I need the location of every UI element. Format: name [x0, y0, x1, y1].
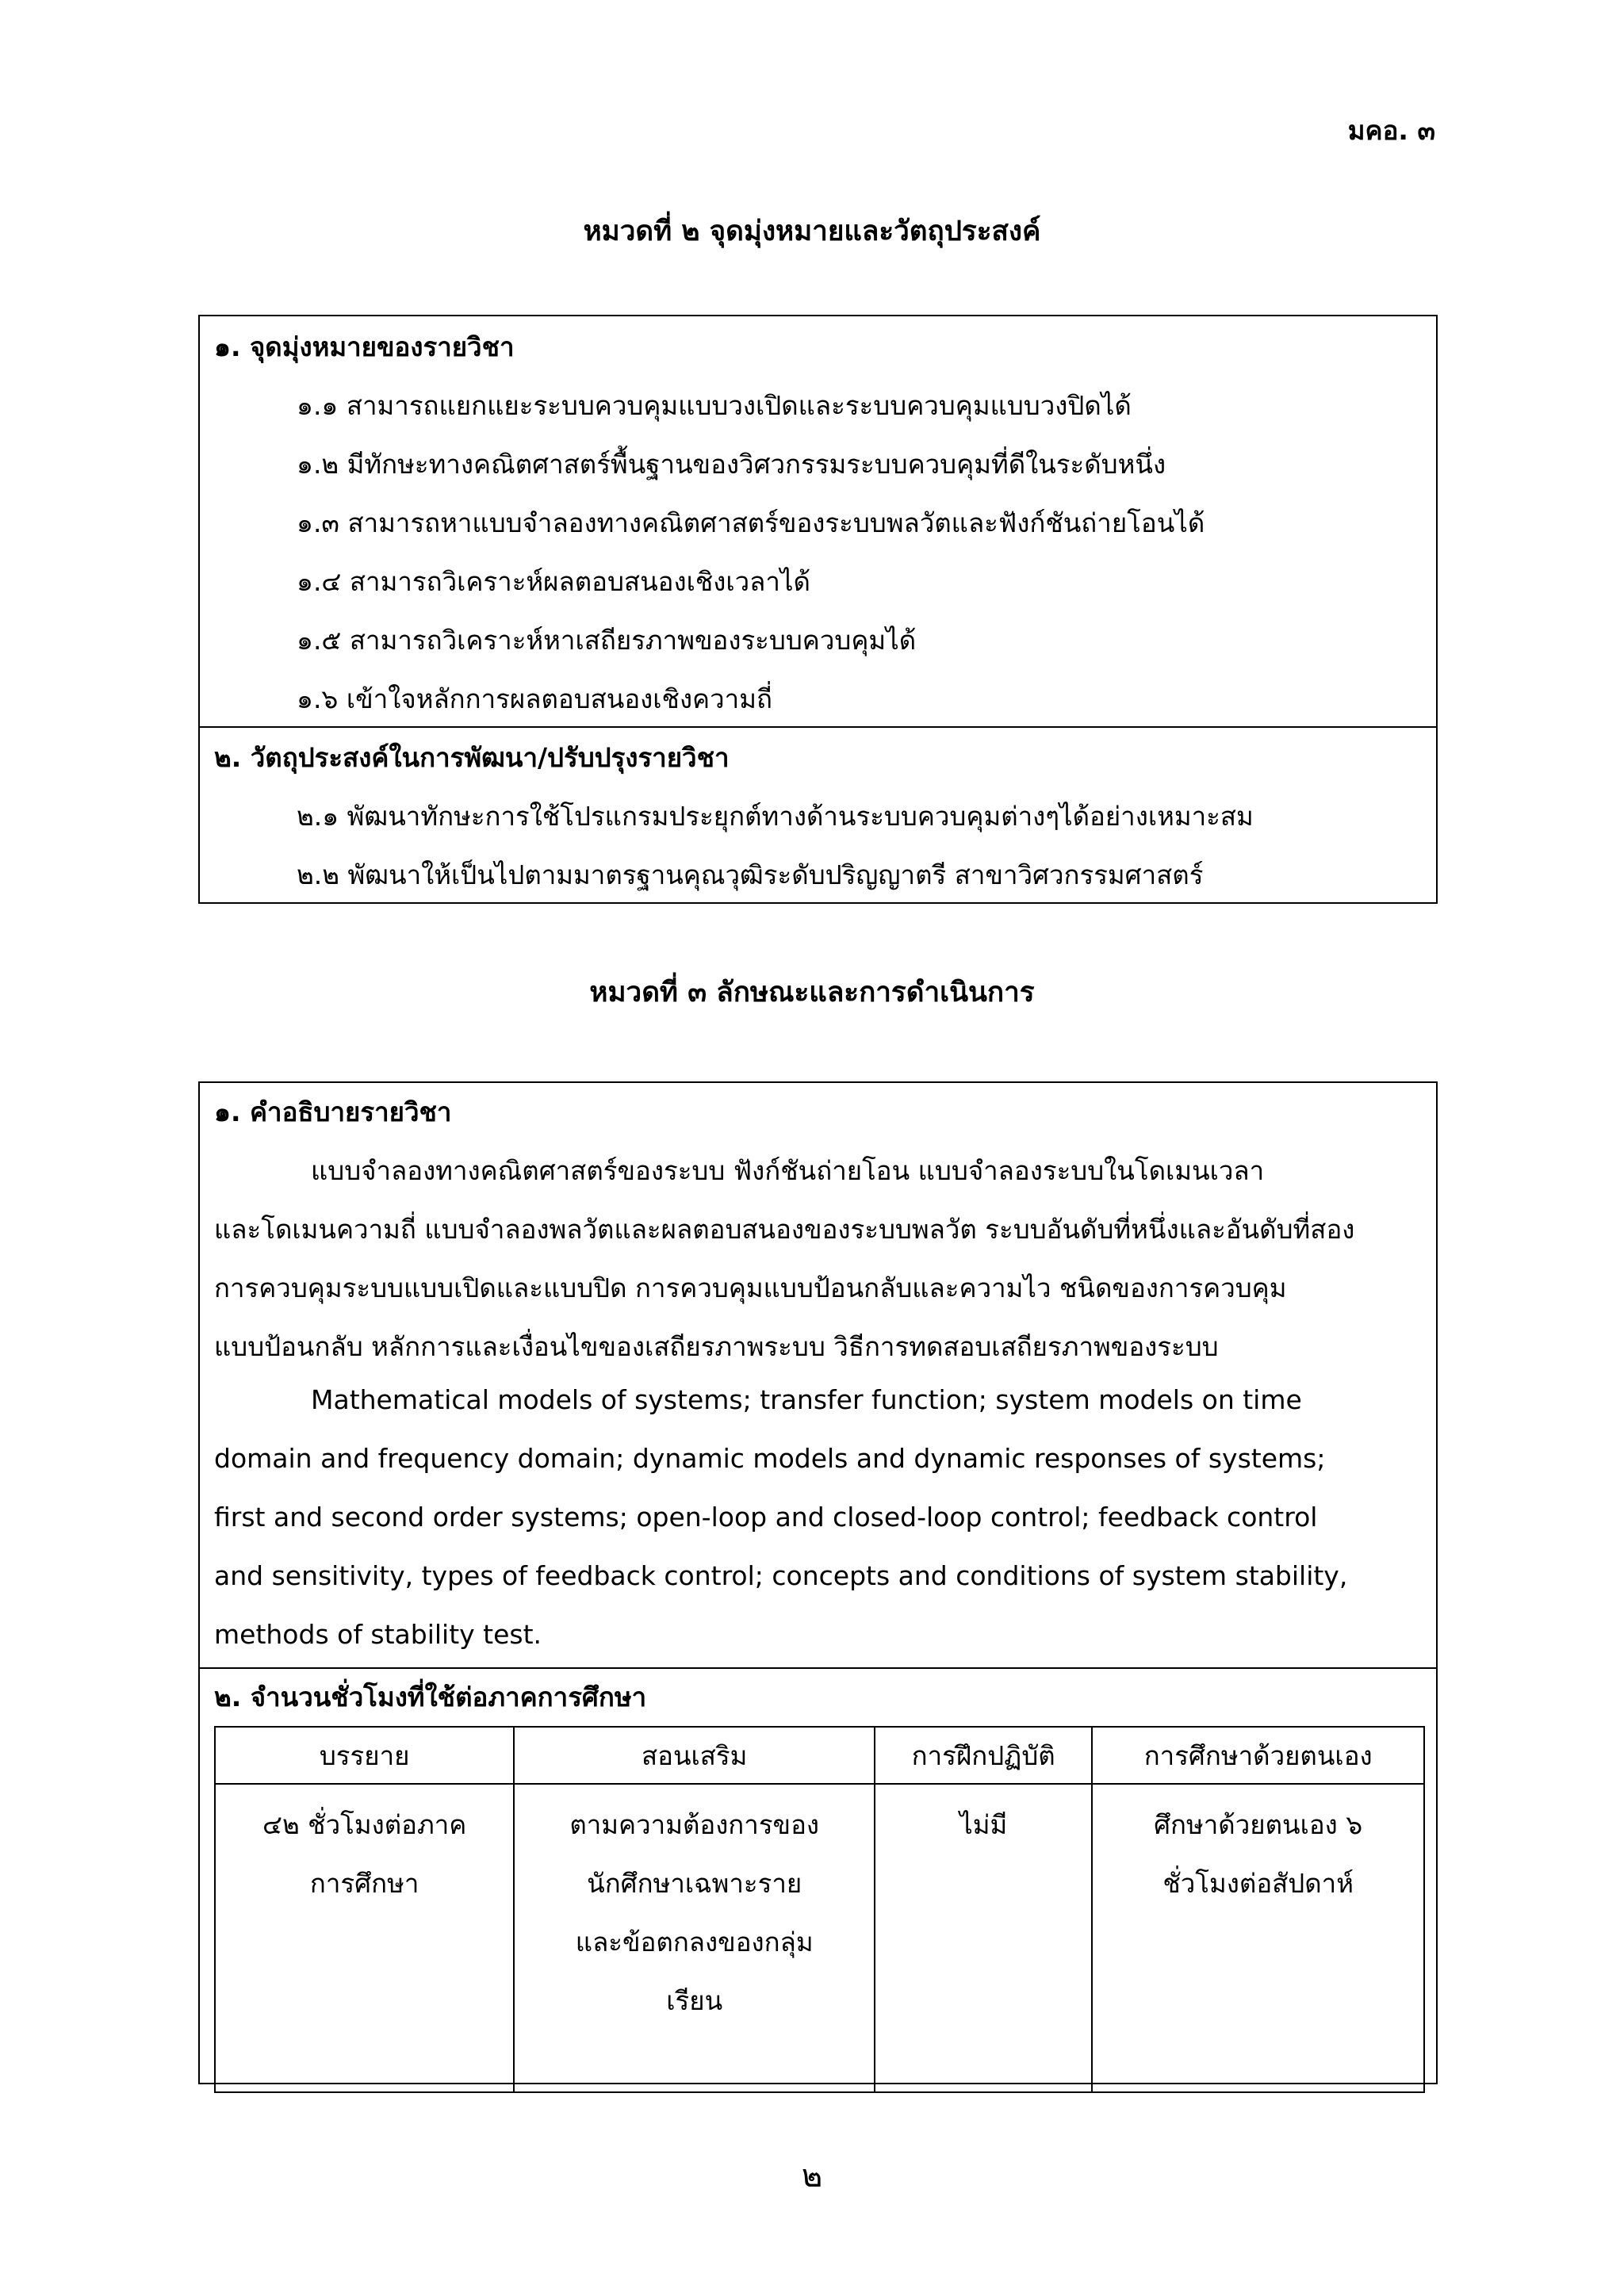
table-header-cell: การฝึกปฏิบัติ: [875, 1727, 1092, 1784]
cell-line: ชั่วโมงต่อสัปดาห์: [1162, 1868, 1354, 1899]
aim-item: ๑.๕ สามารถวิเคราะห์หาเสถียรภาพของระบบควบคุมได้: [297, 625, 917, 656]
tutorial-hours-cell: [514, 1784, 875, 2092]
practice-hours-cell: [875, 1784, 1092, 2092]
description-en-line: and sensitivity, types of feedback control; concepts and conditions of system stability,: [214, 1560, 1348, 1591]
cell-line: การศึกษา: [309, 1868, 419, 1899]
hours-table: [214, 1726, 1425, 2093]
description-en-line: Mathematical models of systems; transfer function; system models on time: [311, 1384, 1302, 1415]
cell-line: และข้อตกลงของกลุ่ม: [575, 1927, 814, 1957]
table-header-cell: บรรยาย: [215, 1727, 514, 1784]
cell-line: ไม่มี: [959, 1809, 1008, 1840]
lecture-hours-cell: [215, 1784, 514, 2092]
page-number: ๒: [801, 2158, 823, 2195]
cell-line: ๔๒ ชั่วโมงต่อภาค: [262, 1809, 467, 1840]
description-en-line: domain and frequency domain; dynamic models and dynamic responses of systems;: [214, 1443, 1326, 1474]
cell-line: ตามความต้องการของ: [569, 1809, 820, 1840]
section-2-title: หมวดที่ ๒ จุดมุ่งหมายและวัตถุประสงค์: [583, 216, 1041, 247]
table-header-cell: การศึกษาด้วยตนเอง: [1092, 1727, 1424, 1784]
box-divider: [200, 726, 1436, 728]
objectives-heading: ๒. วัตถุประสงค์ในการพัฒนา/ปรับปรุงรายวิชา: [214, 742, 730, 773]
table-row: [215, 1784, 1424, 2092]
description-th-line: และโดเมนความถี่ แบบจำลองพลวัตและผลตอบสนองของระบบพลวัต ระบบอันดับที่หนึ่งและอันดับที่สอง: [214, 1214, 1355, 1245]
aim-item: ๑.๓ สามารถหาแบบจำลองทางคณิตศาสตร์ของระบบพลวัตและฟังก์ชันถ่ายโอนได้: [297, 507, 1205, 538]
description-th-line: แบบป้อนกลับ หลักการและเงื่อนไขของเสถียรภาพระบบ วิธีการทดสอบเสถียรภาพของระบบ: [214, 1331, 1219, 1362]
cell-line: ศึกษาด้วยตนเอง ๖: [1154, 1809, 1363, 1840]
description-heading: ๑. คำอธิบายรายวิชา: [214, 1096, 452, 1127]
self-study-hours-cell: [1092, 1784, 1424, 2092]
section-3-title: หมวดที่ ๓ ลักษณะและการดำเนินการ: [589, 977, 1035, 1008]
aim-item: ๑.๑ สามารถแยกแยะระบบควบคุมแบบวงเปิดและระบบควบคุมแบบวงปิดได้: [297, 390, 1132, 421]
description-th-line: แบบจำลองทางคณิตศาสตร์ของระบบ ฟังก์ชันถ่ายโอน แบบจำลองระบบในโดเมนเวลา: [311, 1155, 1265, 1186]
table-header-cell: สอนเสริม: [514, 1727, 875, 1784]
description-th-line: การควบคุมระบบแบบเปิดและแบบปิด การควบคุมแบบป้อนกลับและความไว ชนิดของการควบคุม: [214, 1272, 1287, 1303]
description-en-line: methods of stability test.: [214, 1619, 542, 1650]
cell-line: นักศึกษาเฉพาะราย: [587, 1868, 802, 1899]
aim-item: ๑.๖ เข้าใจหลักการผลตอบสนองเชิงความถี่: [297, 683, 772, 714]
course-description-box: [198, 1081, 1438, 2084]
aim-item: ๑.๔ สามารถวิเคราะห์ผลตอบสนองเชิงเวลาได้: [297, 566, 810, 597]
aims-objectives-box: [198, 315, 1438, 904]
objective-item: ๒.๑ พัฒนาทักษะการใช้โปรแกรมประยุกต์ทางด้านระบบควบคุมต่างๆได้อย่างเหมาะสม: [297, 801, 1254, 832]
aims-heading: ๑. จุดมุ่งหมายของรายวิชา: [214, 331, 515, 362]
description-en-line: first and second order systems; open-loop and closed-loop control; feedback control: [214, 1502, 1318, 1533]
aim-item: ๑.๒ มีทักษะทางคณิตศาสตร์พื้นฐานของวิศวกรรมระบบควบคุมที่ดีในระดับหนึ่ง: [297, 449, 1166, 480]
objective-item: ๒.๒ พัฒนาให้เป็นไปตามมาตรฐานคุณวุฒิระดับปริญญาตรี สาขาวิศวกรรมศาสตร์: [297, 859, 1204, 890]
cell-line: เรียน: [666, 1985, 723, 2016]
table-header-row: [215, 1727, 1424, 1784]
document-code: มคอ. ๓: [1347, 115, 1435, 146]
hours-heading: ๒. จำนวนชั่วโมงที่ใช้ต่อภาคการศึกษา: [214, 1682, 647, 1712]
box-divider: [200, 1667, 1436, 1669]
